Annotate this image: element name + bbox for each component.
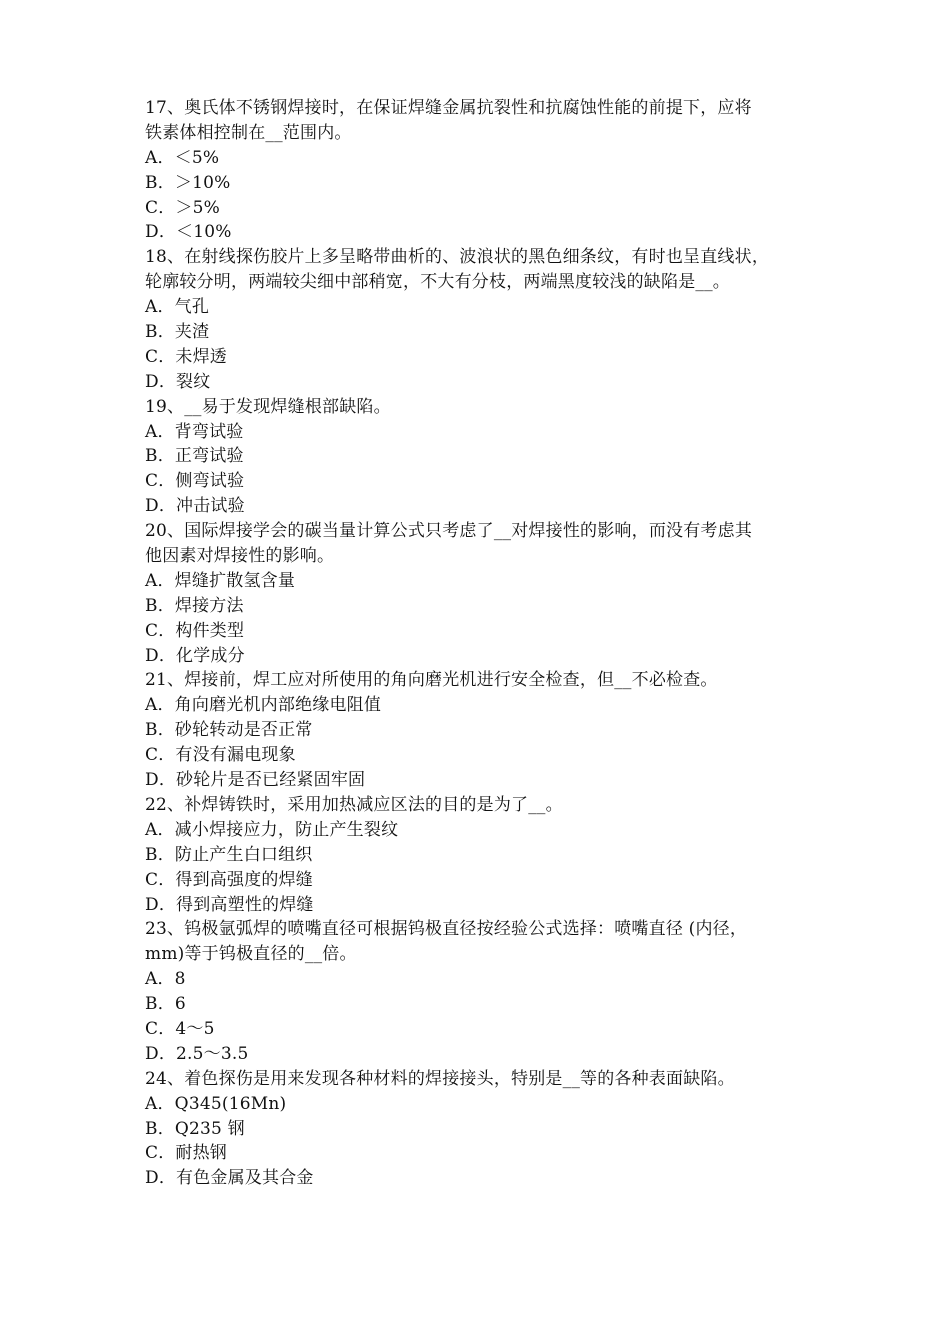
- option-d: D．＜10%: [145, 222, 232, 243]
- question-stem: 铁素体相控制在__范围内。: [145, 122, 352, 143]
- question-19: [145, 395, 815, 519]
- option-b: B．正弯试验: [145, 446, 244, 467]
- question-21: [145, 668, 815, 792]
- option-c: C．得到高强度的焊缝: [145, 869, 314, 890]
- question-list: [145, 96, 815, 1191]
- option-c: C．＞5%: [145, 197, 220, 218]
- question-24: [145, 1067, 815, 1191]
- question-17: [145, 96, 815, 245]
- question-23: [145, 917, 815, 1066]
- question-stem: 20、国际焊接学会的碳当量计算公式只考虑了__对焊接性的影响，而没有考虑其: [145, 521, 753, 542]
- option-a: A．减小焊接应力，防止产生裂纹: [145, 819, 399, 840]
- option-b: B．＞10%: [145, 172, 231, 193]
- question-22: [145, 793, 815, 917]
- option-b: B．6: [145, 994, 186, 1015]
- option-b: B．焊接方法: [145, 595, 244, 616]
- question-stem: 23、钨极氩弧焊的喷嘴直径可根据钨极直径按经验公式选择：喷嘴直径 (内径，: [145, 919, 748, 940]
- option-d: D．砂轮片是否已经紧固牢固: [145, 770, 366, 791]
- option-a: A．8: [145, 969, 186, 990]
- option-a: A．焊缝扩散氢含量: [145, 570, 296, 591]
- question-stem: mm)等于钨极直径的__倍。: [145, 944, 357, 965]
- question-stem: 21、焊接前，焊工应对所使用的角向磨光机进行安全检查，但__不必检查。: [145, 670, 718, 691]
- option-b: B．夹渣: [145, 322, 210, 343]
- option-c: C．构件类型: [145, 620, 245, 641]
- option-d: D．化学成分: [145, 645, 245, 666]
- question-stem: 19、__易于发现焊缝根部缺陷。: [145, 396, 391, 417]
- option-d: D．裂纹: [145, 371, 211, 392]
- option-a: A．气孔: [145, 297, 210, 318]
- option-c: C．有没有漏电现象: [145, 745, 296, 766]
- option-c: C．耐热钢: [145, 1143, 228, 1164]
- question-stem: 轮廓较分明，两端较尖细中部稍宽，不大有分枝，两端黑度较浅的缺陷是__。: [145, 272, 730, 293]
- option-a: A．背弯试验: [145, 421, 244, 442]
- option-c: C．未焊透: [145, 346, 228, 367]
- option-a: A．＜5%: [145, 147, 220, 168]
- option-b: B．砂轮转动是否正常: [145, 720, 313, 741]
- option-a: A．角向磨光机内部绝缘电阻值: [145, 695, 382, 716]
- option-b: B．Q235 钢: [145, 1118, 245, 1139]
- option-d: D．2.5～3.5: [145, 1043, 249, 1064]
- question-stem: 18、在射线探伤胶片上多呈略带曲析的、波浪状的黑色细条纹，有时也呈直线状，: [145, 247, 770, 268]
- question-stem: 17、奥氏体不锈钢焊接时，在保证焊缝金属抗裂性和抗腐蚀性能的前提下，应将: [145, 98, 752, 118]
- option-d: D．有色金属及其合金: [145, 1168, 314, 1189]
- question-20: [145, 519, 815, 668]
- option-b: B．防止产生白口组织: [145, 844, 313, 865]
- question-stem: 22、补焊铸铁时，采用加热减应区法的目的是为了__。: [145, 794, 563, 815]
- question-stem: 他因素对焊接性的影响。: [145, 546, 335, 567]
- option-a: A．Q345(16Mn): [145, 1093, 287, 1114]
- option-d: D．得到高塑性的焊缝: [145, 894, 314, 915]
- question-stem: 24、着色探伤是用来发现各种材料的焊接接头，特别是__等的各种表面缺陷。: [145, 1068, 735, 1089]
- option-c: C．侧弯试验: [145, 471, 245, 492]
- question-18: [145, 245, 815, 394]
- option-d: D．冲击试验: [145, 496, 245, 517]
- option-c: C．4～5: [145, 1018, 215, 1039]
